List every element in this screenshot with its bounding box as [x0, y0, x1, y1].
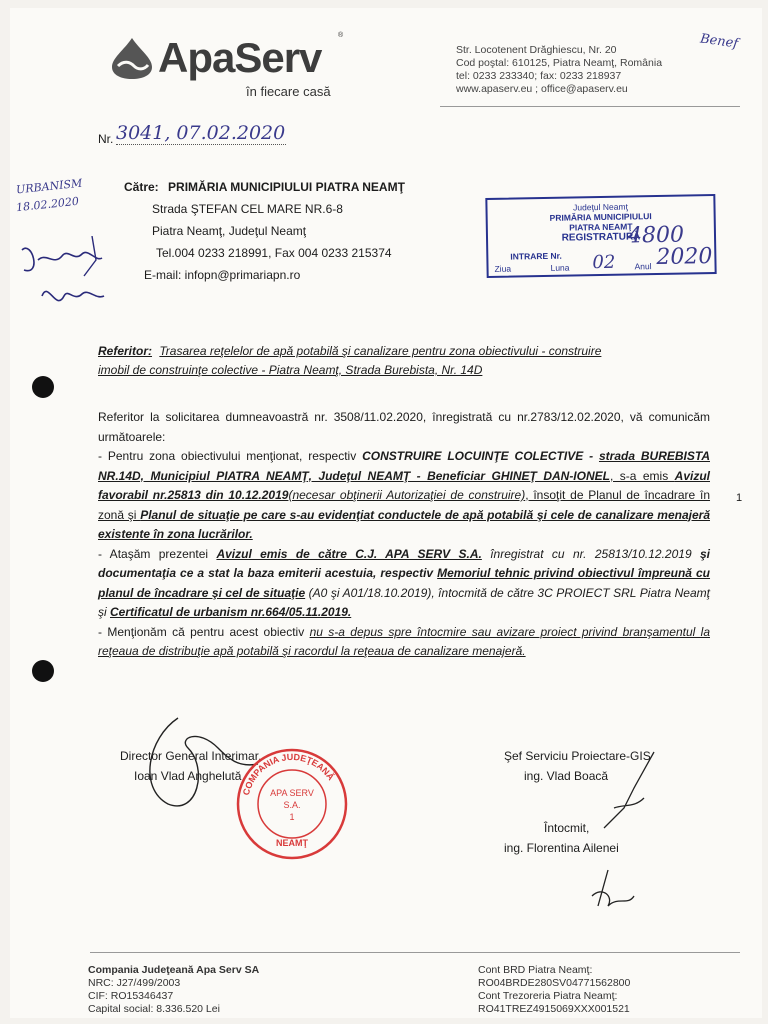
footer-brd-label: Cont BRD Piatra Neamţ: [478, 964, 593, 976]
paragraph-3 [98, 623, 710, 662]
punch-hole-bottom [32, 660, 54, 682]
p2-aviz: Avizul emis de către C.J. APA SERV S.A. [216, 546, 482, 561]
recipient-street: Strada ŞTEFAN CEL MARE NR.6-8 [152, 202, 343, 216]
document-page [10, 8, 762, 1018]
header-divider [440, 106, 740, 107]
seal-center-name: APA SERV [270, 788, 314, 798]
recipient-label: Către: [124, 180, 159, 194]
stamp-line-registry: REGISTRATURĂ [561, 231, 641, 244]
p1-project: CONSTRUIRE LOCUINŢE COLECTIVE - [362, 449, 599, 463]
footer-nrc: NRC: J27/499/2003 [88, 977, 181, 989]
subject-text-1: Trasarea reţelelor de apă potabilă şi canalizare pentru zona obiectivului - construire [159, 344, 602, 358]
p2-memoriu: Memoriul tehnic privind obiectivul împreună cu planul de încadrare şi cel de situaţie [98, 566, 711, 600]
doc-number-prefix: Nr. [98, 132, 114, 146]
p1-text-g: , însoţit de Planul de încadrare în zonă şi [98, 488, 711, 522]
letter-body [98, 408, 710, 662]
margin-signatures [12, 236, 108, 324]
contact-postal: Cod poştal: 610125, Piatra Neamţ, România [456, 57, 663, 69]
director-name: Ioan Vlad Anghelută [134, 769, 242, 783]
side-page-number: 1 [736, 492, 743, 504]
footer-treasury-label: Cont Trezoreria Piatra Neamţ: [478, 990, 618, 1002]
drafted-signature [578, 866, 648, 926]
p2-text-c: înregistrat cu nr. 25813/10.12.2019 [481, 546, 700, 561]
recipient-block [124, 176, 464, 286]
handwritten-corner-note: Benef [699, 31, 739, 52]
stamp-line-county: Judeţul Neamţ [573, 201, 628, 213]
recipient-city: Piatra Neamţ, Judeţul Neamţ [152, 224, 307, 238]
registered-mark: ® [338, 32, 344, 39]
footer-company-name: Compania Judeţeană Apa Serv SA [88, 964, 260, 976]
stamp-year-value: 2020 [656, 244, 713, 271]
p3-text-b: nu s-a depus spre întocmire sau avizare proiect privind branşamentul la reţeaua de distribuţie apă potabilă şi racordul la reţeaua de canalizare menajeră. [98, 624, 710, 658]
stamp-year-label: Anul [634, 261, 652, 272]
company-seal [234, 746, 350, 862]
margin-note-urbanism: URBANISM [15, 176, 83, 197]
apaserv-drop-icon [106, 36, 158, 80]
contact-phone: tel: 0233 233340; fax: 0233 218937 [456, 70, 622, 82]
stamp-day-label: Ziua [494, 263, 512, 274]
p2-text-d: şi documentaţia ce a stat la baza emiterii acestuia, respectiv [98, 546, 710, 580]
p2-text-a: - Ataşăm prezentei [98, 546, 217, 561]
p3-text-a: - Menţionăm că pentru acest obiectiv [98, 624, 310, 639]
gis-head-title: Şef Serviciu Proiectare-GIS [504, 749, 651, 763]
seal-center-sa: S.A. [283, 800, 301, 810]
stamp-month-label: Luna [550, 262, 570, 273]
p1-aviz: Avizul favorabil nr.25813 din 10.12.2019 [98, 468, 710, 502]
p2-certificat: Certificatul de urbanism nr.664/05.11.2019. [110, 605, 352, 619]
footer-treasury-iban: RO41TREZ4915069XXX001521 [478, 1003, 630, 1015]
subject-label: Referitor: [98, 344, 153, 358]
doc-number-value: 3041, 07.02.2020 [116, 122, 286, 144]
drafted-label: Întocmit, [544, 821, 590, 835]
stamp-number-label: INTRARE Nr. [510, 250, 562, 262]
registry-stamp [485, 194, 716, 278]
subject-text-2: imobil de construinţe colective - Piatra Neamţ, Strada Burebista, Nr. 14D [98, 363, 483, 377]
paragraph-1 [98, 447, 710, 545]
p1-location: strada BUREBISTA NR.14D, Municipiul PIATRA NEAMŢ, Judeţul NEAMŢ - Beneficiar GHINEŢ DAN-IONEL [98, 449, 710, 483]
drafted-name: ing. Florentina Ailenei [504, 841, 619, 855]
recipient-phone: Tel.004 0233 218991, Fax 004 0233 215374 [156, 246, 392, 260]
footer-bank [478, 964, 630, 1016]
stamp-month-value: 02 [592, 251, 616, 274]
footer-company [88, 964, 259, 1016]
logo-wordmark: ApaServ [158, 34, 322, 81]
stamp-number-value: 4800 [627, 222, 685, 249]
footer-divider [90, 952, 740, 953]
p1-text-a: - Pentru zona obiectivului menţionat, respectiv [98, 449, 363, 463]
seal-center-number: 1 [289, 812, 295, 822]
director-title: Director General Interimar, [120, 749, 262, 763]
p1-note: (necesar obţinerii Autorizaţiei de construire) [288, 488, 526, 502]
stamp-line-city: PIATRA NEAMŢ [569, 221, 633, 233]
seal-ring-text: COMPANIA JUDEŢEANĂ [240, 751, 337, 797]
logo-tagline: în fiecare casă [246, 84, 331, 99]
footer-cif: CIF: RO15346437 [88, 990, 174, 1002]
footer-brd-iban: RO04BRDE280SV04771562800 [478, 977, 631, 989]
contact-web: www.apaserv.eu ; office@apaserv.eu [456, 83, 628, 95]
drafted-block [504, 818, 619, 858]
stamp-line-primaria: PRIMĂRIA MUNICIPIULUI [549, 211, 652, 223]
contact-block [456, 44, 706, 96]
contact-address: Str. Locotenent Drăghiescu, Nr. 20 [456, 44, 617, 56]
gis-head-name: ing. Vlad Boacă [524, 769, 609, 783]
footer-capital: Capital social: 8.336.520 Lei [88, 1003, 220, 1015]
punch-hole-top [32, 376, 54, 398]
paragraph-2 [98, 545, 710, 623]
p2-text-f: (A0 şi A01/18.10.2019), întocmită de către 3C PROIECT SRL Piatra Neamţ şi [98, 585, 710, 619]
subject-line [98, 342, 714, 380]
recipient-name: PRIMĂRIA MUNICIPIULUI PIATRA NEAMŢ [168, 180, 405, 194]
seal-bottom-text: NEAMŢ [276, 838, 308, 848]
intro-paragraph: Referitor la solicitarea dumneavoastră nr. 3508/11.02.2020, înregistrată cu nr.2783/12.02.2020, vă comunicăm următoarele: [98, 410, 710, 444]
margin-note-date: 18.02.2020 [15, 194, 80, 215]
recipient-email: E-mail: infopn@primariapn.ro [144, 268, 301, 282]
p1-plan: Planul de situaţie pe care s-au evidenţiat conductele de apă potabilă şi cele de canalizare menajeră existente în zona lucrărilor. [98, 507, 710, 541]
p1-text-d: , s-a emis [609, 468, 675, 483]
